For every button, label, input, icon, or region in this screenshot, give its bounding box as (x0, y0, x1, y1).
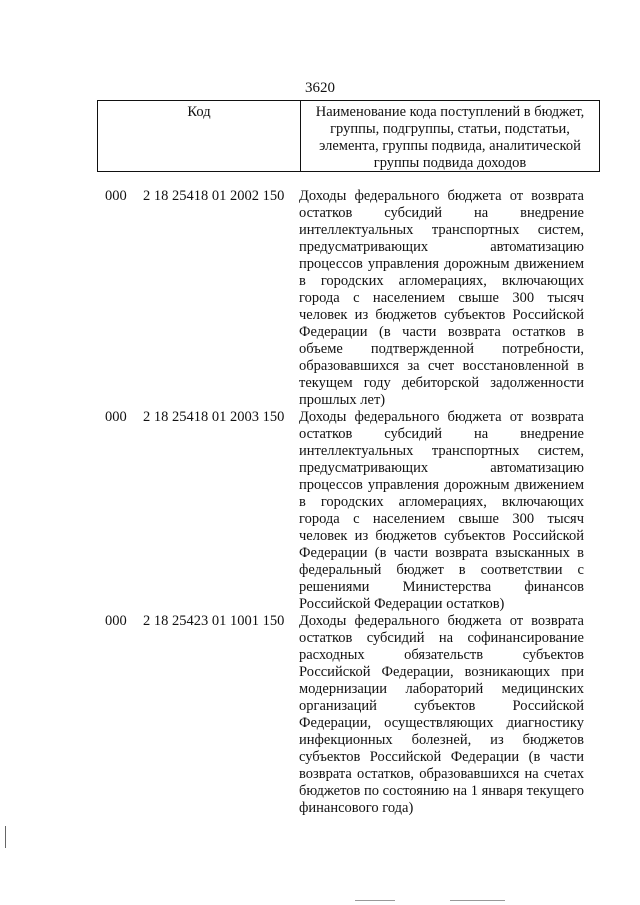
revenue-code: 2 18 25423 01 1001 150 (143, 613, 285, 629)
description-line: Федерации (в части возврата взысканных в (299, 545, 584, 561)
description-line: остатков субсидий на софинансирование (299, 630, 584, 646)
revenue-code: 2 18 25418 01 2003 150 (143, 409, 285, 425)
description-line: объеме подтвержденной потребности, (299, 341, 584, 357)
description-line: прошлых лет) (299, 392, 386, 408)
description-line: города с населением свыше 300 тысяч (299, 290, 584, 306)
description-line: человек из бюджетов субъектов Российской (299, 307, 584, 323)
scan-margin-mark (5, 826, 6, 848)
description-line: предусматривающих автоматизацию (299, 239, 584, 255)
table-row (105, 188, 590, 409)
revenue-description (299, 613, 584, 817)
page-number: 3620 (305, 80, 335, 96)
description-line: расходных обязательств субъектов (299, 647, 584, 663)
description-line: возврата остатков, образовавшихся на счетах (299, 766, 584, 782)
admin-code: 000 (105, 613, 127, 629)
admin-code: 000 (105, 188, 127, 204)
description-line: Доходы федерального бюджета от возврата (299, 409, 584, 425)
description-line: предусматривающих автоматизацию (299, 460, 584, 476)
description-line: интеллектуальных транспортных систем, (299, 222, 584, 238)
description-line: Доходы федерального бюджета от возврата (299, 613, 584, 629)
description-line: человек из бюджетов субъектов Российской (299, 528, 584, 544)
description-line: Федерации, осуществляющих диагностику (299, 715, 584, 731)
description-line: модернизации лабораторий медицинских (299, 681, 584, 697)
description-line: процессов управления дорожным движением (299, 256, 584, 272)
description-line: инфекционных болезней, из бюджетов (299, 732, 584, 748)
header-name-column (301, 101, 599, 171)
description-line: процессов управления дорожным движением (299, 477, 584, 493)
table-row (105, 613, 590, 817)
header-code-column: Код (98, 101, 301, 171)
description-line: в городских агломерациях, включающих (299, 273, 584, 289)
revenue-description (299, 409, 584, 613)
description-line: остатков субсидий на внедрение (299, 426, 584, 442)
revenue-code: 2 18 25418 01 2002 150 (143, 188, 285, 204)
description-line: в городских агломерациях, включающих (299, 494, 584, 510)
description-line: организаций субъектов Российской (299, 698, 584, 714)
revenue-description (299, 188, 584, 409)
description-line: бюджетов по состоянию на 1 января текущего (299, 783, 584, 799)
table-header (97, 100, 600, 172)
header-name-line: группы, подгруппы, статьи, подстатьи, (330, 121, 570, 137)
description-line: города с населением свыше 300 тысяч (299, 511, 584, 527)
table-body (105, 188, 590, 817)
description-line: Российской Федерации остатков) (299, 596, 505, 612)
description-line: субъектов Российской Федерации (в части (299, 749, 584, 765)
description-line: текущем году дебиторской задолженности (299, 375, 584, 391)
scan-artifact-line (450, 900, 505, 901)
header-name-line: Наименование кода поступлений в бюджет, (315, 104, 585, 120)
description-line: Российской Федерации, возникающих при (299, 664, 584, 680)
description-line: Доходы федерального бюджета от возврата (299, 188, 584, 204)
scan-artifact-line (355, 900, 395, 901)
table-row (105, 409, 590, 613)
description-line: решениями Министерства финансов (299, 579, 584, 595)
admin-code: 000 (105, 409, 127, 425)
description-line: образовавшихся за счет восстановленной в (299, 358, 584, 374)
header-name-line: элемента, группы подвида, аналитической (319, 138, 581, 154)
description-line: интеллектуальных транспортных систем, (299, 443, 584, 459)
description-line: федеральный бюджет в соответствии с (299, 562, 584, 578)
description-line: остатков субсидий на внедрение (299, 205, 584, 221)
description-line: Федерации (в части возврата остатков в (299, 324, 584, 340)
header-name-line: группы подвида доходов (373, 155, 527, 171)
description-line: финансового года) (299, 800, 414, 816)
